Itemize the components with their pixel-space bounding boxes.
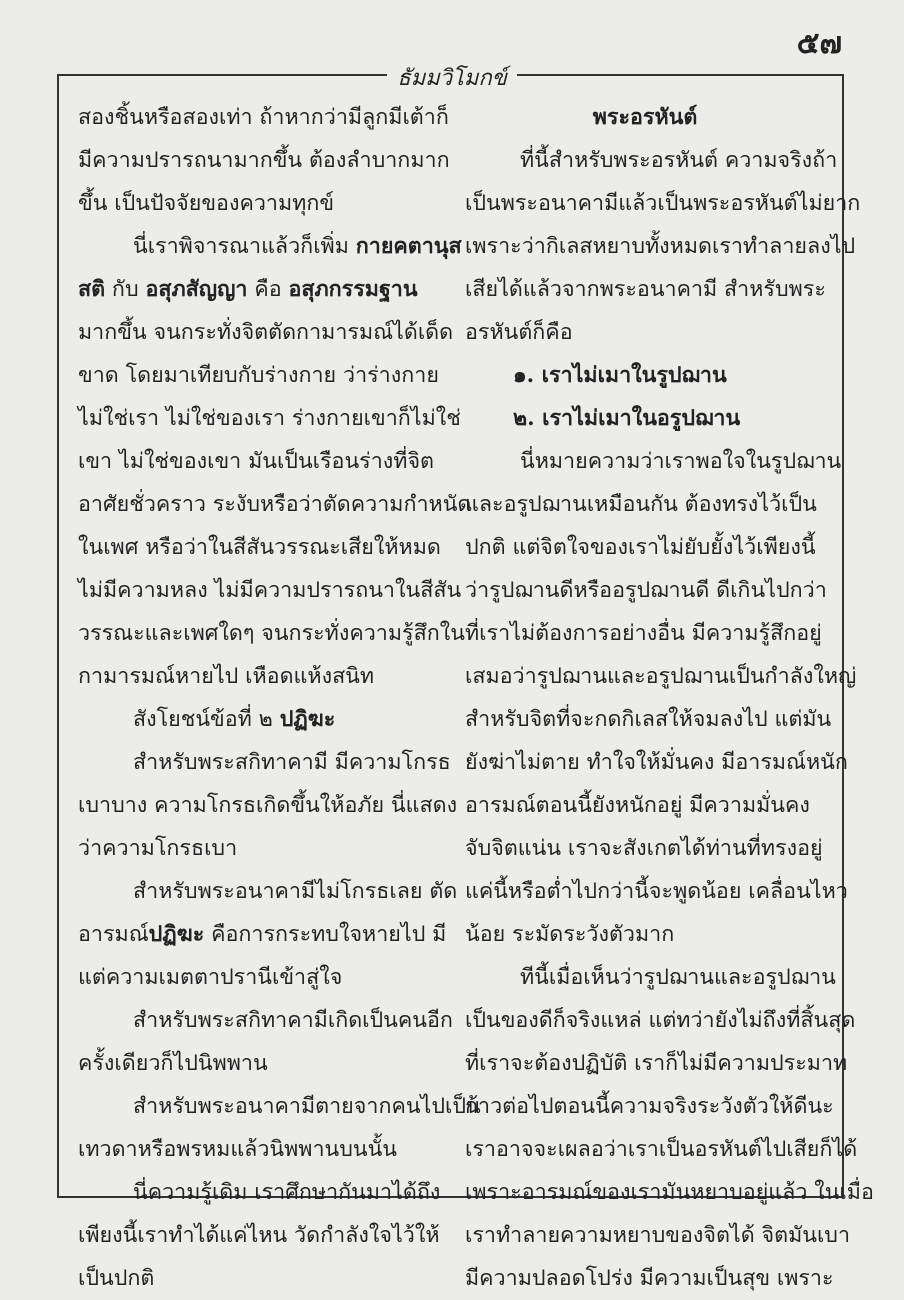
text-line: เพราะอารมณ์ของเรามันหยาบอยู่แล้ว ในเมื่อ	[465, 1180, 874, 1205]
text-line: เป็นของดีก็จริงแหล่ แต่ทว่ายังไม่ถึงที่สิ้นสุด	[465, 1008, 856, 1033]
text-line: พระอรหันต์	[592, 105, 698, 130]
text-run: สังโยชน์ข้อที่ ๒	[133, 707, 280, 732]
text-line: ครั้งเดียวก็ไปนิพพาน	[78, 1051, 268, 1076]
text-line: เขา ไม่ใช่ของเขา มันเป็นเรือนร่างที่จิต	[78, 449, 435, 474]
text-line: ไม่ใช่เรา ไม่ใช่ของเรา ร่างกายเขาก็ไม่ใช่	[78, 406, 461, 431]
text-run: คือการกระทบใจหายไป มี	[204, 922, 447, 947]
text-line: เราอาจจะเผลอว่าเราเป็นอรหันต์ไปเสียก็ได้	[465, 1137, 858, 1162]
text-line: แต่ความเมตตาปรานีเข้าสู่ใจ	[78, 965, 343, 990]
page-number: ๕๗	[796, 26, 842, 61]
text-line: มีความปรารถนามากขึ้น ต้องลำบากมาก	[78, 148, 450, 173]
text-line: ปกติ แต่จิตใจของเราไม่ยับยั้งไว้เพียงนี้	[465, 535, 816, 560]
left-column	[78, 96, 481, 1300]
text-line: ๒. เราไม่เมาในอรูปฌาน	[513, 406, 741, 431]
text-line: มากขึ้น จนกระทั่งจิตตัดกามารมณ์ได้เด็ด	[78, 320, 454, 345]
text-line: สำหรับพระสกิทาคามีเกิดเป็นคนอีก	[133, 1008, 453, 1033]
text-line: ทีนี้เมื่อเห็นว่ารูปฌานและอรูปฌาน	[520, 965, 836, 990]
text-line: อาศัยชั่วคราว ระงับหรือว่าตัดความกำหนัด	[78, 492, 472, 517]
text-line: ขาด โดยมาเทียบกับร่างกาย ว่าร่างกาย	[78, 363, 439, 388]
text-line: อรหันต์ก็คือ	[465, 320, 573, 345]
text-line	[78, 698, 438, 741]
text-line: วรรณะและเพศใดๆ จนกระทั่งความรู้สึกใน	[78, 621, 465, 646]
text-line: ก้าวต่อไปตอนนี้ความจริงระวังตัวให้ดีนะ	[465, 1094, 834, 1119]
text-line: เพียงนี้เราทำได้แค่ไหน วัดกำลังใจไว้ให้	[78, 1223, 440, 1248]
text-line: แค่นี้หรือต่ำไปกว่านี้จะพูดน้อย เคลื่อนไหว	[465, 879, 848, 904]
text-line: เป็นปกติ	[78, 1266, 155, 1291]
text-line	[78, 225, 462, 268]
text-run: อารมณ์	[78, 922, 149, 947]
bold-term: ปฏิฆะ	[279, 707, 336, 732]
bold-term: อสุภกรรมฐาน	[288, 277, 418, 302]
text-line: สำหรับพระอนาคามีไม่โกรธเลย ตัด	[133, 879, 458, 904]
text-line: กามารมณ์หายไป เหือดแห้งสนิท	[78, 664, 375, 689]
text-line: เราทำลายความหยาบของจิตได้ จิตมันเบา	[465, 1223, 851, 1248]
text-line: ขึ้น เป็นปัจจัยของความทุกข์	[78, 191, 335, 216]
text-line	[78, 913, 447, 956]
text-line: ที่เราจะต้องปฏิบัติ เราก็ไม่มีความประมาท	[465, 1051, 848, 1076]
bold-term: อสุภสัญญา	[145, 277, 248, 302]
text-line: ว่าความโกรธเบา	[78, 836, 238, 861]
text-run: นี่เราพิจารณาแล้วก็เพิ่ม	[133, 234, 356, 259]
text-line: นี่หมายความว่าเราพอใจในรูปฌาน	[520, 449, 842, 474]
text-line: ว่ารูปฌานดีหรืออรูปฌานดี ดีเกินไปกว่า	[465, 578, 827, 603]
right-column	[465, 96, 874, 1300]
text-line: เป็นพระอนาคามีแล้วเป็นพระอรหันต์ไม่ยาก	[465, 191, 861, 216]
text-line: เทวดาหรือพรหมแล้วนิพพานบนนั้น	[78, 1137, 397, 1162]
text-line: เพราะว่ากิเลสหยาบทั้งหมดเราทำลายลงไป	[465, 234, 856, 259]
text-line: สำหรับพระสกิทาคามี มีความโกรธ	[133, 750, 451, 775]
text-line: ที่นี้สำหรับพระอรหันต์ ความจริงถ้า	[520, 148, 838, 173]
text-line: ไม่มีความหลง ไม่มีความปรารถนาในสีสัน	[78, 578, 462, 603]
text-line: สองชิ้นหรือสองเท่า ถ้าหากว่ามีลูกมีเต้าก็	[78, 105, 449, 130]
text-line: น้อย ระมัดระวังตัวมาก	[465, 922, 675, 947]
text-line: เสมอว่ารูปฌานและอรูปฌานเป็นกำลังใหญ่	[465, 664, 857, 689]
text-line	[78, 268, 438, 311]
text-line: ๑. เราไม่เมาในรูปฌาน	[513, 363, 727, 388]
text-line: และอรูปฌานเหมือนกัน ต้องทรงไว้เป็น	[465, 492, 817, 517]
bold-term: สติ	[78, 277, 106, 302]
text-line: ยังฆ่าไม่ตาย ทำใจให้มั่นคง มีอารมณ์หนัก	[465, 750, 848, 775]
bold-term: ปฏิฆะ	[148, 922, 205, 947]
text-line: นี่ความรู้เดิม เราศึกษากันมาได้ถึง	[133, 1180, 441, 1205]
text-line: อารมณ์ตอนนี้ยังหนักอยู่ มีความมั่นคง	[465, 793, 810, 818]
text-line: เบาบาง ความโกรธเกิดขึ้นให้อภัย นี่แสดง	[78, 793, 458, 818]
text-run: คือ	[247, 277, 289, 302]
text-line: มีความปลอดโปร่ง มีความเป็นสุข เพราะ	[465, 1266, 834, 1291]
text-line: เสียได้แล้วจากพระอนาคามี สำหรับพระ	[465, 277, 826, 302]
text-line: สำหรับจิตที่จะกดกิเลสให้จมลงไป แต่มัน	[465, 707, 832, 732]
text-run: กับ	[105, 277, 146, 302]
text-line: สำหรับพระอนาคามีตายจากคนไปเป็น	[133, 1094, 481, 1119]
running-title: ธัมมวิโมกข์	[0, 60, 904, 95]
bold-term: กายคตานุส	[355, 234, 462, 259]
text-line: ที่เราไม่ต้องการอย่างอื่น มีความรู้สึกอยู่	[465, 621, 822, 646]
text-line: ในเพศ หรือว่าในสีสันวรรณะเสียให้หมด	[78, 535, 441, 560]
text-line: จับจิตแน่น เราจะสังเกตได้ท่านที่ทรงอยู่	[465, 836, 823, 861]
